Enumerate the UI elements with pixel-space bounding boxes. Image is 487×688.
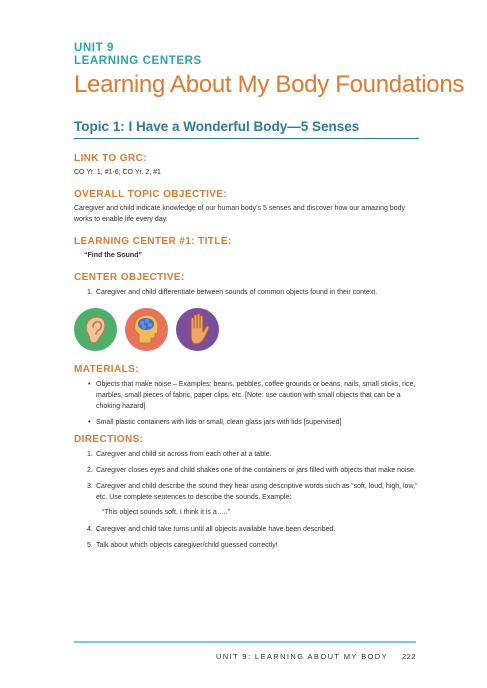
materials-list	[74, 379, 419, 428]
list-item	[74, 465, 419, 476]
learning-center-title: “Find the Sound”	[84, 252, 142, 259]
topic-heading: Topic 1: I Have a Wonderful Body—5 Senses	[74, 118, 419, 139]
overall-objective-heading: OVERALL TOPIC OBJECTIVE:	[74, 189, 228, 200]
learning-center-heading: LEARNING CENTER #1: TITLE:	[74, 236, 232, 247]
running-title: UNIT 9: LEARNING ABOUT MY BODY	[215, 652, 388, 661]
example-quote: “This object sounds soft. I think it is a…..”	[102, 509, 230, 516]
senses-icons	[74, 308, 419, 352]
list-item	[74, 481, 419, 503]
hand-icon	[176, 308, 219, 351]
list-number: 3.	[87, 483, 93, 490]
list-number: 2.	[87, 467, 93, 474]
list-text: Caregiver closes eyes and child shakes one of the containers or jars filled with objects that make noise.	[96, 467, 416, 474]
materials-heading: MATERIALS:	[74, 364, 139, 375]
page-content	[74, 42, 465, 556]
list-number: 1.	[87, 451, 93, 458]
section-label: LEARNING CENTERS	[74, 55, 202, 67]
list-item	[74, 540, 419, 551]
center-objective-list	[74, 287, 419, 298]
list-text: Caregiver and child sit across from each other at a table.	[96, 451, 272, 458]
list-text: Small plastic containers with lids or small, clean glass jars with lids [supervised]	[96, 419, 342, 426]
page-title: Learning About My Body Foundations	[74, 71, 465, 98]
bullet: •	[88, 381, 91, 388]
overall-objective-text: Caregiver and child indicate knowledge of our human body’s 5 senses and discover how our amazing body works to enable life every day.	[74, 205, 406, 223]
list-number: 5.	[87, 542, 93, 549]
page-footer	[74, 652, 416, 661]
list-number: 4.	[87, 526, 93, 533]
link-grc-text: CO Yr. 1, #1-6; CO Yr. 2, #1	[74, 169, 161, 176]
list-number: 1.	[87, 289, 93, 296]
list-text: Objects that make noise – Examples: beans, pebbles, coffee grounds or beans, nails, small sticks, rice, marbles, small pieces of fabric, paper clips, etc. [Note: use caution with small objects that can be a choking hazard]	[96, 381, 416, 410]
unit-label: UNIT 9	[74, 42, 115, 54]
list-item	[74, 417, 419, 428]
list-text: Caregiver and child differentiate between sounds of common objects found in their context.	[96, 289, 378, 296]
list-item	[74, 379, 419, 412]
ear-icon	[74, 308, 117, 351]
list-item	[74, 449, 419, 460]
list-item	[74, 524, 419, 535]
list-text: Talk about which objects caregiver/child guessed correctly!	[96, 542, 278, 549]
footer-rule	[74, 641, 416, 643]
directions-heading: DIRECTIONS:	[74, 434, 144, 445]
page-number: 222	[401, 652, 416, 661]
list-text: Caregiver and child describe the sound they hear using descriptive words such as “soft, loud, high, low,” etc. Use complete sentences to describe the sounds. Example:	[96, 483, 418, 501]
link-grc-heading: LINK TO GRC:	[74, 153, 147, 164]
head-icon	[125, 308, 168, 351]
center-objective-heading: CENTER OBJECTIVE:	[74, 272, 185, 283]
bullet: •	[88, 419, 91, 426]
list-text: Caregiver and child take turns until all objects available have been described.	[96, 526, 336, 533]
list-item	[74, 287, 419, 298]
directions-list	[74, 449, 419, 551]
